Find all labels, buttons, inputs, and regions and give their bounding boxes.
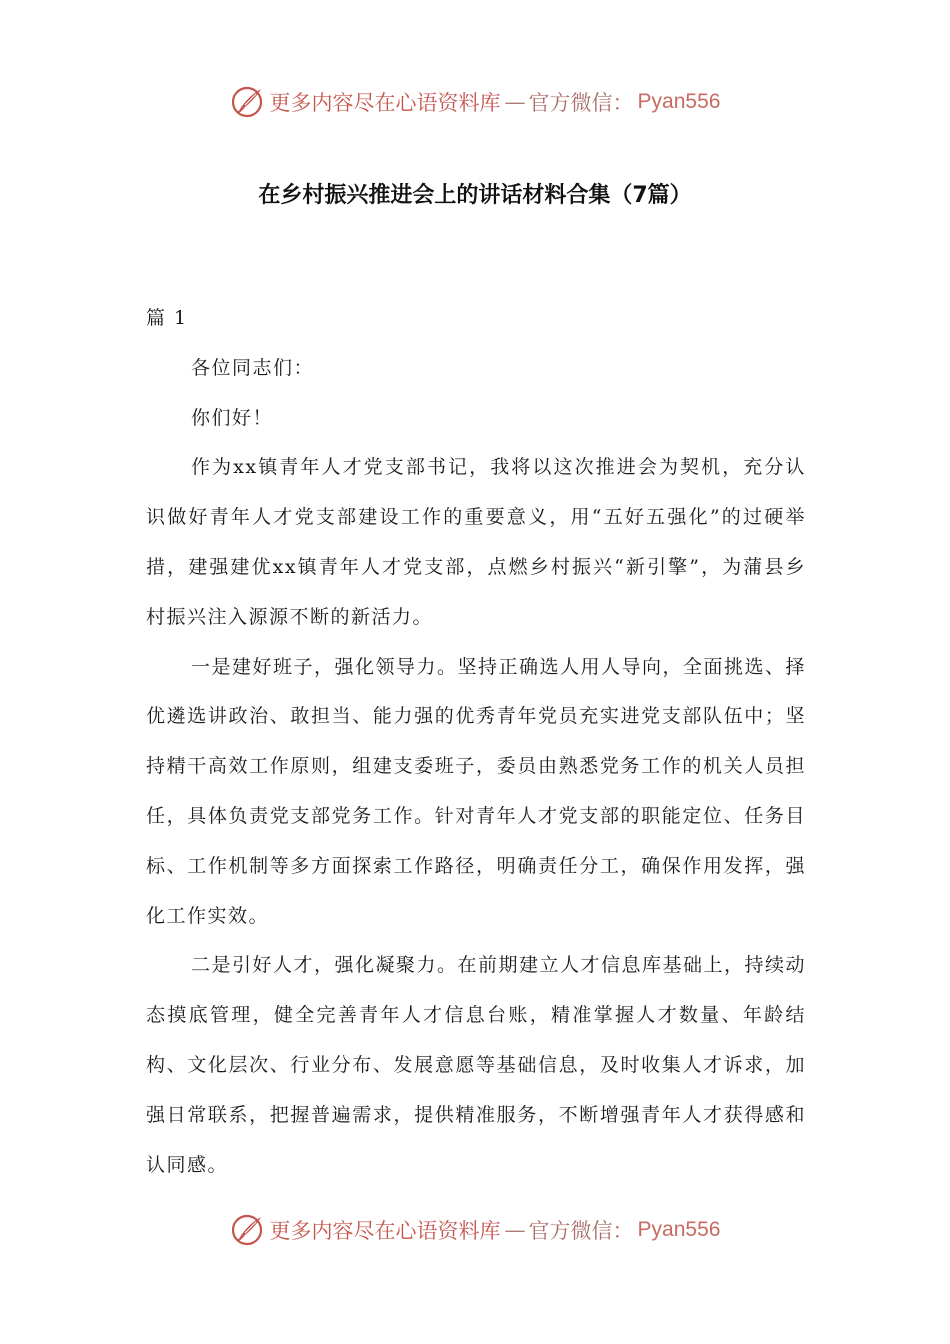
document-body xyxy=(146,294,806,1190)
watermark-official-label: 官方微信： xyxy=(528,91,634,115)
header-watermark-banner xyxy=(0,80,950,124)
watermark-content xyxy=(230,1212,721,1248)
paragraph-intro: 作为xx镇青年人才党支部书记，我将以这次推进会为契机，充分认识做好青年人才党支部建设工作的重要意义，用“五好五强化”的过硬举措，建强建优xx镇青年人才党支部，点燃乡村振兴“新引擎”，为蒲县乡村振兴注入源源不断的新活力。 xyxy=(146,456,806,628)
paragraph-point-one: 一是建好班子，强化领导力。坚持正确选人用人导向，全面挑选、择优遴选讲政治、敢担当、能力强的优秀青年党员充实进党支部队伍中；坚持精干高效工作原则，组建支委班子，委员由熟悉党务工作的机关人员担任，具体负责党支部党务工作。针对青年人才党支部的职能定位、任务目标、工作机制等多方面探索工作路径，明确责任分工，确保作用发挥，强化工作实效。 xyxy=(146,655,807,927)
section-heading: 篇 1 xyxy=(146,307,188,329)
watermark-official-label: 官方微信： xyxy=(528,1219,634,1243)
footer-watermark-banner xyxy=(0,1208,950,1252)
watermark-content xyxy=(230,84,721,120)
watermark-wechat-id: Pyan556 xyxy=(637,90,721,113)
watermark-wechat-id: Pyan556 xyxy=(637,1218,721,1241)
watermark-dash: — xyxy=(504,1218,525,1242)
paragraph-salutation: 各位同志们： xyxy=(191,356,315,379)
paragraph-point-two: 二是引好人才，强化凝聚力。在前期建立人才信息库基础上，持续动态摸底管理，健全完善青年人才信息台账，精准掌握人才数量、年龄结构、文化层次、行业分布、发展意愿等基础信息，及时收集人才诉求，加强日常联系，把握普遍需求，提供精准服务，不断增强青年人才获得感和认同感。 xyxy=(146,954,807,1176)
document-title: 在乡村振兴推进会上的讲话材料合集（7篇） xyxy=(258,183,692,208)
watermark-prefix: 更多内容尽在心语资料库 xyxy=(269,1219,501,1243)
watermark-prefix: 更多内容尽在心语资料库 xyxy=(269,91,501,115)
watermark-dash: — xyxy=(504,90,525,114)
paragraph-greeting: 你们好！ xyxy=(191,406,274,429)
quill-logo-icon xyxy=(230,1212,266,1248)
quill-logo-icon xyxy=(230,84,266,120)
